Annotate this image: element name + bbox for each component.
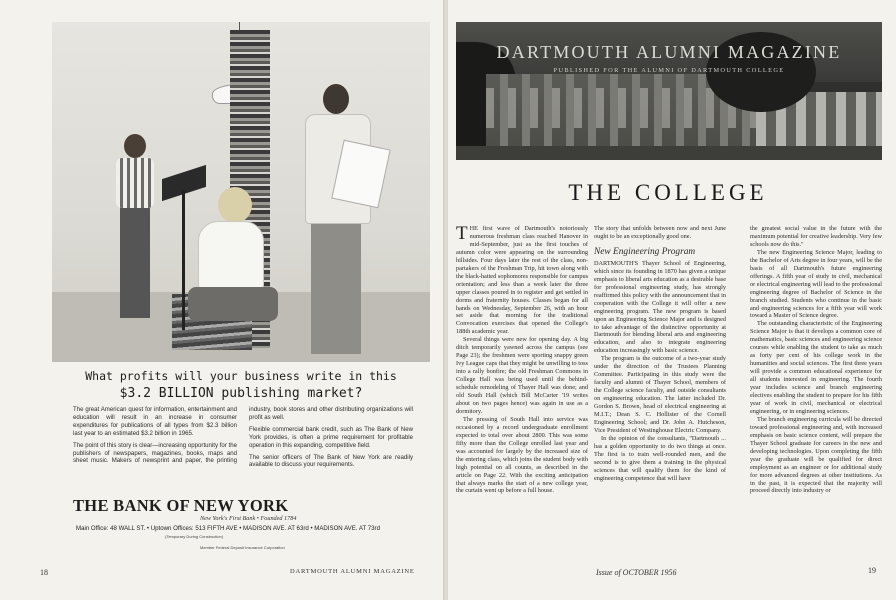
right-page xyxy=(448,0,896,600)
drop-cap: T xyxy=(456,225,468,244)
masthead-photo xyxy=(456,22,882,160)
ad-photograph xyxy=(52,22,430,362)
ad-headline-line2: $3.2 BILLION publishing market? xyxy=(119,386,363,401)
ad-paragraph: The senior officers of The Bank of New York are readily available to discuss your requirements. xyxy=(249,453,413,469)
masthead-title: DARTMOUTH ALUMNI MAGAZINE xyxy=(496,42,842,62)
ad-headline-line1: What profits will your business write in this xyxy=(85,369,397,383)
bank-offices: Main Office: 48 WALL ST. • Uptown Offices: 513 FIFTH AVE • MADISON AVE. AT 63rd • MADISON AVE. AT 73rd xyxy=(76,525,380,532)
article-paragraph: The program is the outcome of a two-year study under the direction of the Trustees Planning Committee. Participating in this study were the faculty and alumni of Thayer School, members of the College science faculty, and outside consultants on engineering education. The latter included Dr. Gordon S. Brown, head of electrical engineering at M.I.T.; Dean S. C. Hollister of the Cornell Engineering School; and Dr. John A. Hutcheson, Vice President of Westinghouse Electric Company. xyxy=(594,355,726,434)
page-number-right: 19 xyxy=(868,566,876,575)
woman-figure-icon xyxy=(182,187,282,347)
article-paragraph: The new Engineering Science Major, leading to the Bachelor of Arts degree in four years, will be the basis of all Dartmouth's future engineering offerings. A fifth year of study in civil, mechanical or electrical engineering will lead to the professional engineering degree of Bachelor of Science in the branch studied. Students who continue in the basic and engineering sciences for a fifth year will work toward a Master of Science degree. xyxy=(750,248,882,320)
article-paragraph: DARTMOUTH'S Thayer School of Engineering, which since its founding in 1870 has given a unique emphasis to liberal arts education as a desirable base for professional engineering study, has strongly reaffirmed this policy with the announcement that in cooperation with the College it will offer a new engineering program. The new program is based upon an Engineering Science Major and is designed to take advantage of the distinctive opportunity at Dartmouth for blending liberal arts and engineering education, and also to integrate engineering education increasingly with basic science. xyxy=(594,259,726,355)
boy-figure-icon xyxy=(114,134,154,324)
article-paragraph: THE first wave of Dartmouth's notoriously numerous freshman class reached Hanover in mid-September, just as the first touches of autumn color were appearing on the surrounding hillsides. Four days later the rest of the class, non-partakers of the Freshman Trip, hit town along with the black-hatted sophomores responsible for campus orientation; and less than a week later the three upper classes poured in to register and get settled in dorms and fraternity houses. Classes began for all hands on Wednesday, September 26, with an hour set aside that morning for the traditional Convocation exercises that opened the College's 188th academic year. xyxy=(456,225,588,336)
man-figure-icon xyxy=(297,84,377,354)
ad-paragraph: The great American quest for information, entertainment and education will result in an increase in consumer expenditures for publications of all types from $2.3 billion last year to an estimated $3.2 billion in 1965. xyxy=(73,406,237,437)
article-paragraph: the greatest social value in the future with the maximum potential for creative leadership. Very few schools now do this." xyxy=(750,225,882,248)
article-paragraph: In the opinion of the consultants, "Dartmouth ... has a golden opportunity to do two things at once. The first is to train well-rounded men, and the second is to give them a training in the physical sciences that will qualify them for the kind of engineering competence that will have xyxy=(594,434,726,482)
bank-name: THE BANK OF NEW YORK xyxy=(73,496,289,515)
article-paragraph: Several things were new for opening day. A big ditch temporarily yawned across the campus (see Page 23); the freshmen were sporting snappy green Ivy League caps that they might be unwilling to toss into a rally bonfire; the old Freshman Commons in College Hall was being used until the behind-schedule remodeling of Thayer Hall was done; and old South Hall (which Bill McCarter '19 writes about on two pages hence) was again in use as a dormitory. xyxy=(456,336,588,415)
ad-paragraph: Flexible commercial bank credit, such as The Bank of New York provides, is often a prime requirement for profitable operation in this expanding, competitive field. xyxy=(249,425,413,449)
article-paragraph: The pressing of South Hall into service was occasioned by a record undergraduate enrollment expected to total over about 2800. This was some fifty more than the College enrolled last year and was accounted for largely by the increased size of the entering class, which joins the student body with high potential on all counts, as described in the article on Page 22. With the exciting anticipation that always marks the start of a new college year, the curtain went up before a full house. xyxy=(456,415,588,495)
masthead-subtitle: PUBLISHED FOR THE ALUMNI OF DARTMOUTH COLLEGE xyxy=(553,67,785,74)
article-paragraph: The story that unfolds between now and next June ought to be an exceptionally good one. xyxy=(594,225,726,240)
article-paragraph: The branch engineering curricula will be directed toward professional engineering and, with increased emphasis on basic science content, will prepare the Thayer School graduate for careers in the new and developing technologies. Upon completing the fifth year the graduate will be qualified for direct employment as an engineer or for additional study for more advanced degrees at other institutions. As in the past, it is expected that the majority will proceed directly into industry or xyxy=(750,415,882,495)
article-column-3 xyxy=(750,225,882,560)
bank-fdic-note: Member Federal Deposit Insurance Corporation xyxy=(200,545,285,550)
subheading: New Engineering Program xyxy=(594,246,696,257)
section-title: THE COLLEGE xyxy=(568,180,768,205)
ad-body-text xyxy=(73,406,413,469)
article-column-2 xyxy=(594,225,726,560)
left-page xyxy=(0,0,445,600)
running-footer-magazine: DARTMOUTH ALUMNI MAGAZINE xyxy=(290,568,415,575)
ad-paragraph: The point of this story is clear—increasing opportunity for the publishers of newspapers, magazines, books, maps and sheet music. Makers of newsprint and paper, the printing industry, book stores and other distributing organizations will profit as well. xyxy=(73,406,413,465)
page-number-left: 18 xyxy=(40,568,48,577)
running-footer-issue: Issue of OCTOBER 1956 xyxy=(596,568,677,577)
article-column-1 xyxy=(456,225,588,560)
article-paragraph: The outstanding characteristic of the Engineering Science Major is that it develops a common core of mathematics, basic sciences and engineering science courses while enabling the student to take as much as forty per cent of his college work in the humanities and social sciences. The first three years will provide a common educational experience for all students interested in engineering. The fourth year includes science and branch engineering electives enabling the student to prepare for his fifth year of work in civil, mechanical or electrical engineering, or in engineering sciences. xyxy=(750,320,882,415)
bank-tagline: New York's First Bank • Founded 1784 xyxy=(200,515,297,522)
bank-offices-note: (Temporary During Construction) xyxy=(165,534,224,539)
ad-headline xyxy=(66,368,416,402)
